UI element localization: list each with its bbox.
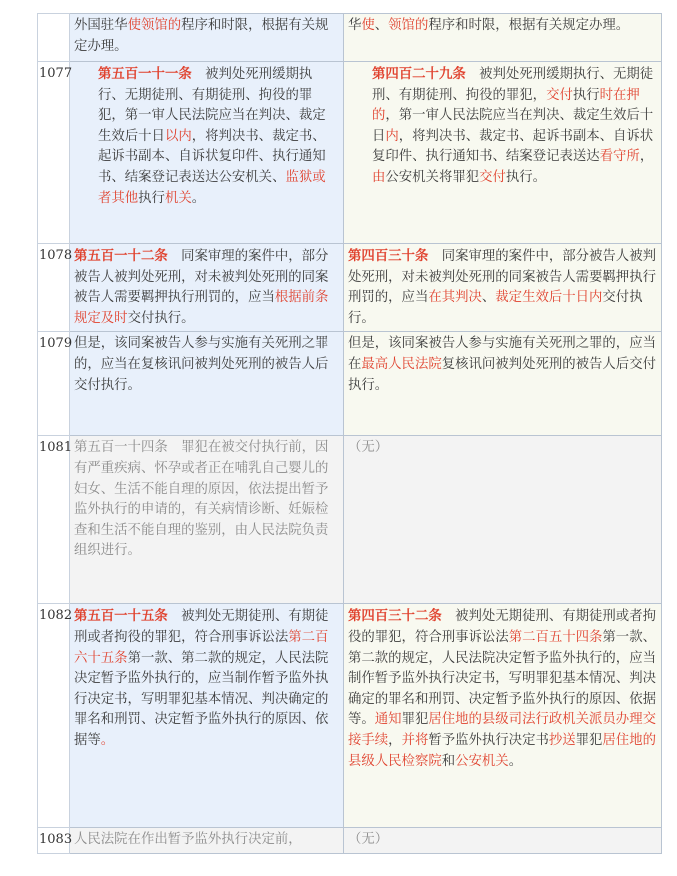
text-segment: 同案审理的案件中，部分被告人被判处死刑，对未被判处死刑的同案被告人需要羁押执行刑罚的，应当 [74, 249, 329, 306]
text-segment: 第四百三十条 [348, 248, 429, 264]
text-segment: 最高人民法院 [361, 356, 442, 372]
text-segment: 第五百一十二条 [74, 248, 168, 264]
text-segment: 人民法院在作出暂予监外执行决定前， [74, 832, 302, 848]
table-row [38, 828, 662, 854]
left-cell [70, 828, 344, 854]
right-cell [344, 62, 662, 244]
text-segment: 。 [508, 753, 523, 769]
text-segment: 第二百六十五条 [74, 629, 329, 666]
text-segment: 执行 [138, 190, 165, 206]
text-segment: 被判处无期徒刑、有期徒刑或者拘役的罪犯，符合刑事诉讼法 [348, 609, 656, 645]
row-number: 1079 [38, 332, 70, 436]
left-cell [70, 604, 344, 828]
right-cell [344, 604, 662, 828]
row-number: 1081 [38, 436, 70, 604]
text-segment: 使领馆的 [127, 18, 182, 33]
text-segment: 但是，该同案被告人参与实施有关死刑之罪的，应当在 [348, 336, 656, 372]
text-segment: 第一款、第二款的规定，人民法院决定暂予监外执行的，应当制作暂予监外执行决定书，写明罪犯基本情况、判决确定的罪名和刑罚、决定暂予监外执行的原因、依据等。 [348, 629, 656, 728]
text-segment: ，第一审人民法院应当在判决、裁定生效后十日 [372, 108, 654, 144]
text-segment: 罪犯 [401, 712, 429, 728]
text-segment: 通知 [374, 712, 402, 728]
text-segment: 使 [361, 18, 375, 33]
text-segment: 罪犯 [575, 732, 603, 748]
text-segment: 居住地的县级司法行政机关派员办理交接手续 [348, 712, 656, 748]
left-cell [70, 436, 344, 604]
text-segment: 、 [481, 290, 496, 306]
text-segment: 抄送 [548, 732, 576, 748]
left-cell [70, 332, 344, 436]
table-row [38, 62, 662, 244]
text-segment: 和 [441, 753, 456, 769]
text-segment: 第四百二十九条 [372, 66, 466, 82]
text-segment: 外国驻华 [74, 18, 128, 33]
text-segment: 但是，该同案被告人参与实施有关死刑之罪的，应当在复核讯问被判处死刑的被告人后交付执行。 [74, 336, 329, 393]
text-segment: 看守所 [599, 149, 640, 165]
text-segment: 同案审理的案件中，部分被告人被判处死刑，对未被判处死刑的同案被告人需要羁押执行刑罚的，应当 [348, 249, 656, 306]
text-segment: 裁定生效后十日内 [495, 290, 603, 306]
text-segment: 程序和时限，根据有关规定办理。 [428, 18, 630, 33]
right-cell [344, 436, 662, 604]
text-segment: 机关 [164, 190, 192, 206]
text-segment: 、 [374, 18, 389, 33]
text-segment: 在其判决 [428, 290, 482, 306]
comparison-table [37, 13, 662, 854]
row-number: 1078 [38, 244, 70, 332]
text-segment: 。 [191, 190, 206, 206]
text-segment: 执行 [572, 87, 600, 103]
text-segment: 监狱或者其他 [98, 169, 326, 206]
table-row [38, 332, 662, 436]
text-segment: 复核讯问被判处死刑的被告人后交付执行。 [348, 356, 656, 393]
text-segment: 公安机关将罪犯 [385, 169, 480, 185]
left-cell [70, 14, 344, 62]
text-segment: 根据前条规定及时 [74, 290, 329, 326]
text-segment: 。 [100, 732, 115, 748]
text-segment: ， [388, 732, 402, 748]
table-row [38, 244, 662, 332]
text-segment: 并将 [401, 732, 429, 748]
text-segment: 第二百五十四条 [508, 629, 603, 645]
table-row [38, 604, 662, 828]
text-segment: 程序和时限，根据有关规定办理。 [74, 18, 329, 54]
text-segment: 执行。 [505, 169, 547, 185]
text-segment: 交付 [479, 169, 506, 185]
text-segment: 被判处死刑缓期执行、无期徒刑、有期徒刑、拘役的罪犯，第一审人民法院应当在判决、裁定生效后十日 [98, 67, 326, 144]
text-segment: 公安机关 [455, 753, 509, 769]
table-row [38, 436, 662, 604]
row-number [38, 14, 70, 62]
text-segment: 交付执行。 [348, 290, 643, 326]
text-segment: 暂予监外执行决定书 [428, 732, 549, 748]
text-segment: 华 [348, 18, 362, 33]
row-number: 1083 [38, 828, 70, 854]
text-segment: 交付执行。 [127, 310, 195, 326]
text-segment: 第五百一十四条 罪犯在被交付执行前，因有严重疾病、怀孕或者正在哺乳自己婴儿的妇女、生活不能自理的原因，依法提出暂予监外执行的申请的，有关病情诊断、妊娠检查和生活不能自理的鉴别，由人民法院负责组织进行。 [74, 440, 329, 559]
right-cell [344, 332, 662, 436]
right-cell [344, 828, 662, 854]
text-segment: 被判处无期徒刑、有期徒刑或者拘役的罪犯，符合刑事诉讼法 [74, 609, 329, 645]
text-segment: 第四百三十二条 [348, 608, 442, 625]
text-segment: 时在押的 [372, 87, 640, 124]
text-segment: 第五百一十五条 [74, 608, 168, 625]
text-segment: 居住地的县级人民检察院 [348, 732, 656, 769]
left-cell [70, 62, 344, 244]
row-number: 1077 [38, 62, 70, 244]
right-cell [344, 14, 662, 62]
text-segment: 第五百一十一条 [98, 66, 192, 82]
left-cell [70, 244, 344, 332]
text-segment: （无） [348, 440, 389, 456]
text-segment: ，将判决书、裁定书、起诉书副本、自诉状复印件、执行通知书、结案登记表送达公安机关、 [98, 128, 326, 185]
text-segment: ，将判决书、裁定书、起诉书副本、自诉状复印件、执行通知书、结案登记表送达 [372, 128, 654, 165]
table-row [38, 14, 662, 62]
right-cell [344, 244, 662, 332]
text-segment: 由 [372, 169, 386, 185]
text-segment: 以内 [164, 128, 192, 144]
row-number: 1082 [38, 604, 70, 828]
text-segment: 交付 [546, 87, 573, 103]
text-segment: ， [639, 149, 654, 165]
text-segment: 第一款、第二款的规定，人民法院决定暂予监外执行的，应当制作暂予监外执行决定书，写明罪犯基本情况、判决确定的罪名和刑罚、决定暂予监外执行的原因、依据等 [74, 650, 329, 748]
text-segment: 内 [385, 128, 399, 144]
text-segment: （无） [348, 832, 389, 848]
text-segment: 领馆的 [388, 18, 429, 33]
text-segment: 被判处死刑缓期执行、无期徒刑、有期徒刑、拘役的罪犯， [372, 67, 654, 103]
